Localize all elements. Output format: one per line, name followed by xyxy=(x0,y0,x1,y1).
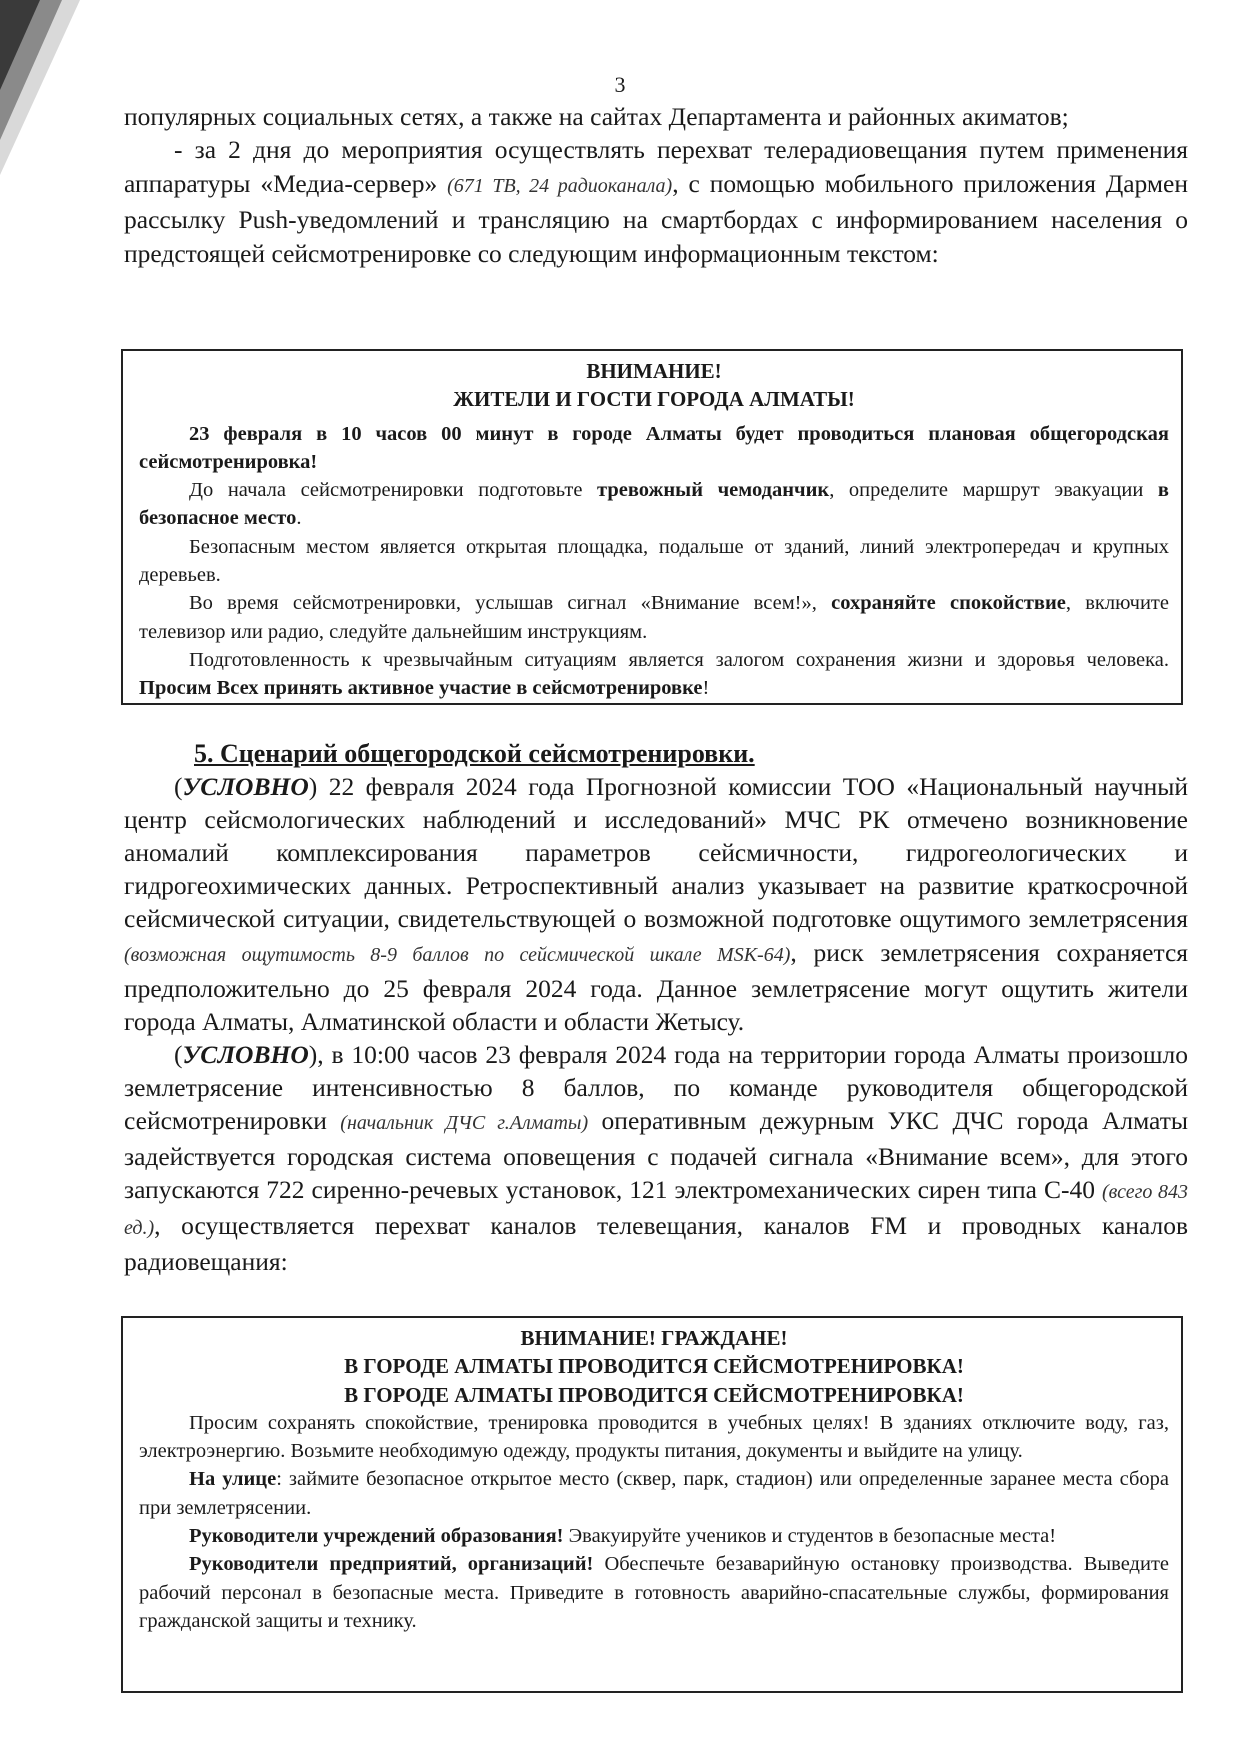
notice-title: В ГОРОДЕ АЛМАТЫ ПРОВОДИТСЯ СЕЙСМОТРЕНИРОВКА! xyxy=(344,1354,964,1379)
paragraph: Безопасным местом является открытая площадка, подальше от зданий, линий электропередач и крупных деревьев. xyxy=(139,535,1169,587)
notice-title: ЖИТЕЛИ И ГОСТИ ГОРОДА АЛМАТЫ! xyxy=(453,387,855,412)
notice-title: В ГОРОДЕ АЛМАТЫ ПРОВОДИТСЯ СЕЙСМОТРЕНИРОВКА! xyxy=(344,1382,964,1407)
notice-box-announcement xyxy=(121,349,1183,705)
paragraph: (УСЛОВНО) 22 февраля 2024 года Прогнозной комиссии ТОО «Национальный научный центр сейсмологических наблюдений и исследований» МЧС РК отмечено возникновение аномалий комплексирования параметров сейсмичности, гидрогеологических и гидрогеохимических данных. Ретроспективный анализ указывает на развитие краткосрочной сейсмической ситуации, свидетельствующей о возможной подготовке ощутимого землетрясения (возможная ощутимость 8-9 баллов по сейсмической шкале MSK-64), риск землетрясения сохраняется предположительно до 25 февраля 2024 года. Данное землетрясение могут ощутить жители города Алматы, Алматинской области и области Жетысу. xyxy=(124,772,1188,1036)
paragraph: Просим сохранять спокойствие, тренировка проводится в учебных целях! В зданиях отключите воду, газ, электроэнергию. Возьмите необходимую одежду, продукты питания, документы и выйдите на улицу. xyxy=(139,1411,1169,1463)
paragraph: Руководители учреждений образования! Эвакуируйте учеников и студентов в безопасные места! xyxy=(189,1525,1057,1548)
intro-text xyxy=(124,100,1188,270)
notice-box-alert xyxy=(121,1316,1183,1693)
scenario-section xyxy=(124,737,1188,1279)
paragraph: Руководители предприятий, организаций! Обеспечьте безаварийную остановку производства. Выведите рабочий персонал в безопасные места. Приведите в готовность аварийно-спасательные службы, формирования гражданской защиты и технику. xyxy=(139,1553,1170,1632)
notice-title: ВНИМАНИЕ! ГРАЖДАНЕ! xyxy=(520,1326,788,1350)
paragraph: Во время сейсмотренировки, услышав сигнал «Внимание всем!», сохраняйте спокойствие, включите телевизор или радио, следуйте дальнейшим инструкциям. xyxy=(139,592,1169,643)
paragraph: - за 2 дня до мероприятия осуществлять перехват телерадиовещания путем применения аппаратуры «Медиа-сервер» (671 ТВ, 24 радиоканала), с помощью мобильного приложения Дармен рассылку Push-уведомлений и трансляцию на смартбордах с информированием населения о предстоящей сейсмотренировке со следующим информационным текстом: xyxy=(124,135,1188,268)
paragraph: популярных социальных сетях, а также на сайтах Департамента и районных акиматов; xyxy=(124,102,1069,131)
paragraph: (УСЛОВНО), в 10:00 часов 23 февраля 2024 года на территории города Алматы произошло землетрясение интенсивностью 8 баллов, по команде руководителя общегородской сейсмотренировки (начальник ДЧС г.Алматы) оперативным дежурным УКС ДЧС города Алматы задействуется городская система оповещения с подачей сигнала «Внимание всем», для этого запускаются 722 сиренно-речевых установок, 121 электромеханических сирен типа С-40 (всего 843 ед.), осуществляется перехват каналов телевещания, каналов FM и проводных каналов радиовещания: xyxy=(124,1039,1188,1277)
paragraph: На улице: займите безопасное открытое место (сквер, парк, стадион) или определенные заранее места сбора при землетрясении. xyxy=(139,1468,1169,1519)
page-number: 3 xyxy=(614,72,626,97)
paragraph: 23 февраля в 10 часов 00 минут в городе Алматы будет проводиться плановая общегородская сейсмотренировка! xyxy=(139,422,1169,473)
section-title: 5. Сценарий общегородской сейсмотренировки. xyxy=(194,739,755,768)
paragraph: Подготовленность к чрезвычайным ситуациям является залогом сохранения жизни и здоровья человека. Просим Всех принять активное участие в сейсмотренировке! xyxy=(139,648,1169,700)
paragraph: До начала сейсмотренировки подготовьте тревожный чемоданчик, определите маршрут эвакуации в безопасное место. xyxy=(139,479,1169,530)
notice-title: ВНИМАНИЕ! xyxy=(586,359,722,383)
